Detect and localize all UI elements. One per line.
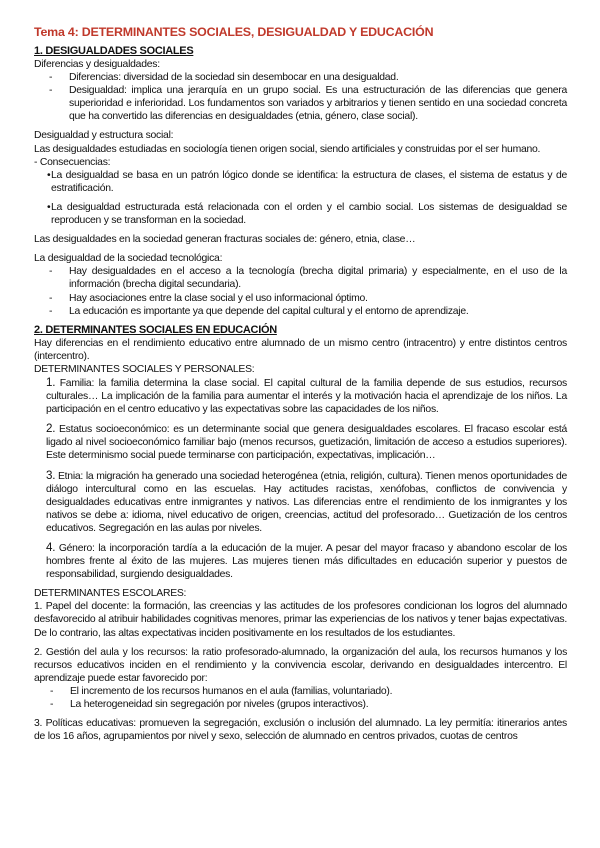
item-text: Etnia: la migración ha generado una sociedad heterogénea (etnia, religión, cultura). Tienen menos oportunidades de diálogo intercultural como en las escuelas. Hay actitudes racistas, xenófobas, conflictos de convivencia y desigualdades educativas entre inmigrantes y nativos. Las diferencias entre el rendimiento de los inmigrantes y los nativos se debe a: idioma, nivel educativo de origen, creencias, actitud del profesorado… Guetización de los centros educativos. Segregación en las aulas por niveles. (46, 470, 567, 534)
list-item: - El incremento de los recursos humanos en el aula (familias, voluntariado). (34, 685, 567, 698)
tech-label: La desigualdad de la sociedad tecnológica: (34, 253, 223, 265)
item-number: 4. (46, 541, 56, 554)
sec2-intro: Hay diferencias en el rendimiento educativo entre alumnado de un mismo centro (intracentro) y entre distintos centros (intercentro). (34, 337, 567, 362)
item-text: Papel del docente: la formación, las creencias y las actitudes de los profesores condicionan los logros del alumnado desfavorecido al atribuir habilidades cognitivas menores, primar las experiencias de los nativos y tener bajas expectativas. De lo contrario, las altas expectativas inciden positivamente en los resultados de los estudiantes. (34, 601, 567, 639)
list-item: • La desigualdad estructurada está relacionada con el orden y el cambio social. Los sistemas de desigualdad se reproducen y se transforman en la sociedad. (34, 201, 567, 227)
item-number: 1. (34, 601, 43, 613)
list-item (34, 422, 567, 462)
list-item: - Diferencias: diversidad de la sociedad sin desembocar en una desigualdad. (34, 71, 567, 84)
item-number: 2. (34, 646, 43, 658)
list-item: - La educación es importante ya que depende del capital cultural y el entorno de aprendizaje. (34, 305, 567, 318)
list-item: - La heterogeneidad sin segregación por niveles (grupos interactivos). (34, 698, 567, 711)
fractures-text: Las desigualdades en la sociedad generan fracturas sociales de: género, etnia, clase… (34, 234, 416, 246)
list-item: - Hay desigualdades en el acceso a la tecnología (brecha digital primaria) y especialmente, en el uso de la información (brecha digital secundaria). (34, 265, 567, 291)
item-number: 3. (34, 718, 43, 730)
list-item (34, 646, 567, 685)
section-1-heading: 1. DESIGUALDADES SOCIALES (34, 45, 194, 57)
list-item (34, 717, 567, 743)
item-text: Género: la incorporación tardía a la educación de la mujer. A pesar del mayor fracaso y abandono escolar de los hombres frente al éxito de las mujeres. Las mujeres tienen más dificultades en educación superior y puestos de responsabilidad, surgiendo desigualdades. (46, 543, 568, 581)
item-text: Estatus socioeconómico: es un determinante social que genera desigualdades escolares. El fracaso escolar está ligado al nivel socioeconómico familiar bajo (menos recursos, guetización, limitación de acceso a estudios superiores). Este determinismo social puede terminarse con participación, expectativas, implicación… (46, 424, 567, 462)
personal-label: DETERMINANTES SOCIALES Y PERSONALES: (34, 363, 255, 375)
item-text: Gestión del aula y los recursos: la ratio profesorado-alumnado, la organización del aula, los recursos humanos y los recursos educativos inciden en el rendimiento y la convivencia escolar, derivando en desigualdades intercentro. El aprendizaje puede estar favorecido por: (34, 646, 568, 684)
item-text: Familia: la familia determina la clase social. El capital cultural de la familia depende de sus estudios, recursos culturales… La implicación de la familia para aumentar el interés y la motivación hacia el aprendizaje de los niños. La participación en el centro educativo y las expectativas sobre las capacidades de los niños. (46, 377, 567, 416)
section-2-heading: 2. DETERMINANTES SOCIALES EN EDUCACIÓN (34, 323, 277, 336)
list-item (34, 600, 567, 639)
list-item: - Desigualdad: implica una jerarquía en un grupo social. Es una estructuración de las diferencias que genera superioridad e inferioridad. Los fundamentos son variados y arbitrarios y tienen sentido en una sociedad concreta que ha convertido las diferencias en desigualdades (etnia, género, clase social). (34, 84, 567, 123)
consequences-label: - Consecuencias: (34, 156, 111, 168)
school-label: DETERMINANTES ESCOLARES: (34, 588, 187, 600)
item-number: 2. (46, 422, 56, 436)
list-item (34, 541, 567, 581)
list-item: - Hay asociaciones entre la clase social y el uso informacional óptimo. (34, 292, 567, 305)
item-number: 1. (46, 375, 56, 389)
sec1-list (34, 71, 567, 123)
item-number: 3. (46, 468, 56, 482)
sec1-intro: Diferencias y desigualdades: (34, 59, 160, 70)
tech-list (34, 265, 567, 317)
struct-text: Las desigualdades estudiadas en sociología tienen origen social, siendo artificiales y construidas por el ser humano. (34, 143, 541, 155)
list-item (34, 469, 567, 535)
school2-list (34, 685, 567, 711)
list-item (34, 376, 567, 416)
list-item: • La desigualdad se basa en un patrón lógico donde se identifica: la estructura de clases, el sistema de estatus y de estratificación. (34, 169, 567, 195)
struct-label: Desigualdad y estructura social: (34, 130, 174, 142)
document-title: Tema 4: DETERMINANTES SOCIALES, DESIGUALDAD Y EDUCACIÓN (34, 25, 434, 39)
item-text: Políticas educativas: promueven la segregación, exclusión o inclusión del alumnado. La ley permitía: itinerarios antes de los 16 años, agrupamientos por nivel y sexo, selección de alumnado en centros privados, cuotas de centros (34, 718, 567, 743)
